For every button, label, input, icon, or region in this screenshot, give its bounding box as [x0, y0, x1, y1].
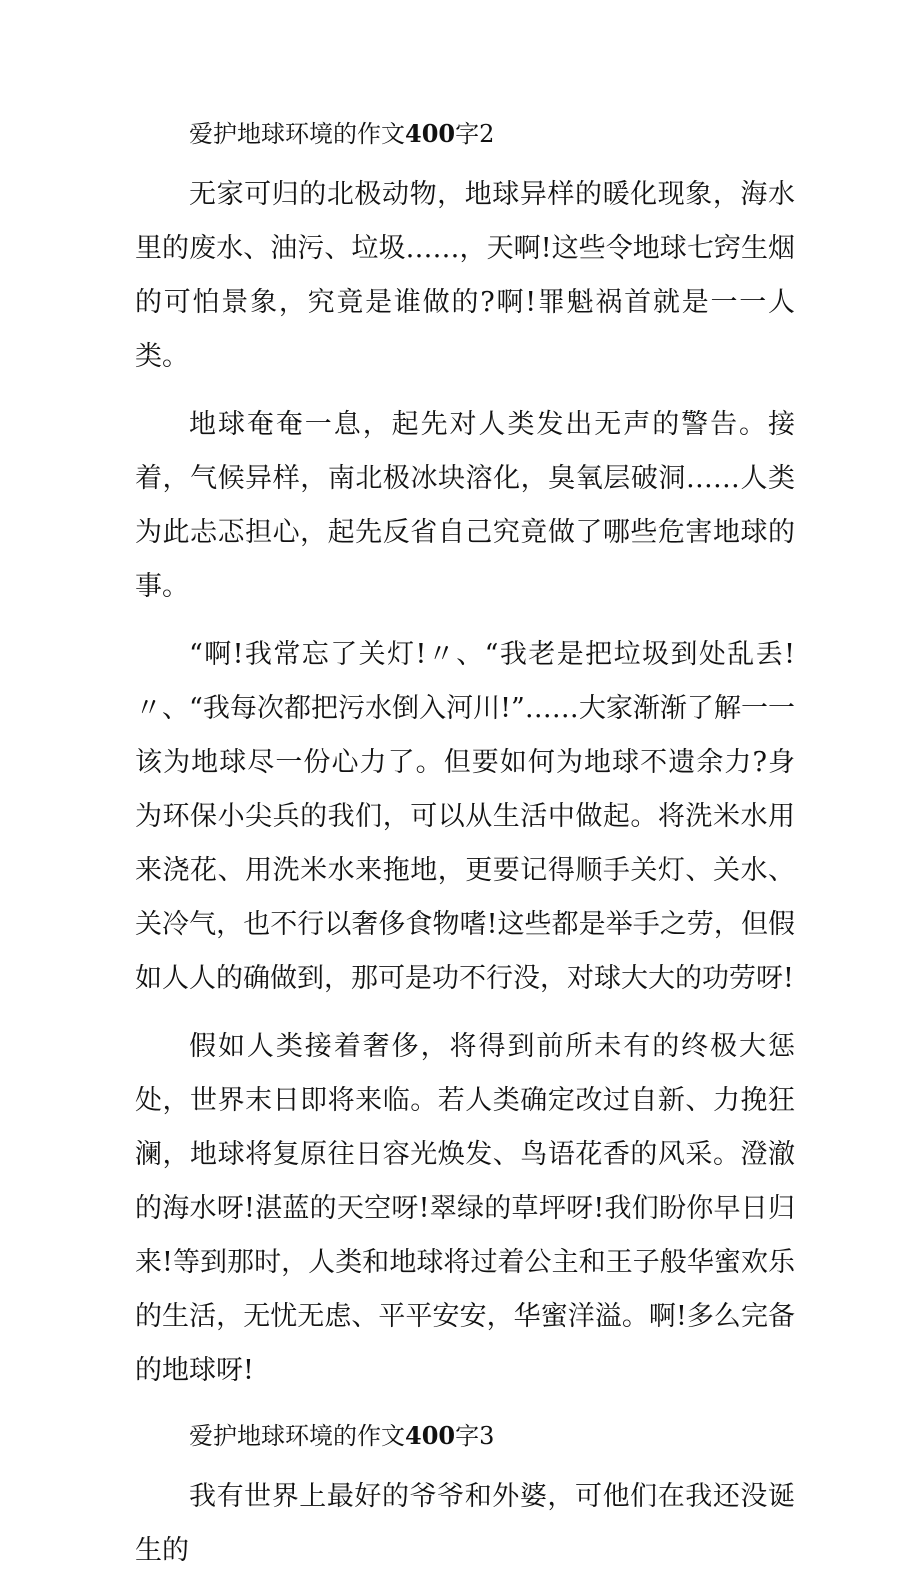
paragraph-3: “啊!我常忘了关灯!〃、“我老是把垃圾到处乱丢!〃、“我每次都把污水倒入河川!”……大家渐渐了解一一该为地球尽一份心力了。但要如何为地球不遗余力?身为环保小尖兵的我们，可以从生活中做起。将洗米水用来浇花、用洗米水来拖地，更要记得顺手关灯、关水、关冷气，也不行以奢侈食物嗜!这些都是举手之劳，但假如人人的确做到，那可是功不行没，对球大大的功劳呀!	[135, 639, 795, 994]
paragraph-5: 我有世界上最好的爷爷和外婆，可他们在我还没诞生的	[135, 1481, 795, 1566]
heading-suffix: 字3	[455, 1422, 495, 1450]
paragraph-4: 假如人类接着奢侈，将得到前所未有的终极大惩处，世界末日即将来临。若人类确定改过自新、力挽狂澜，地球将复原往日容光焕发、鸟语花香的风采。澄澈的海水呀!湛蓝的天空呀!翠绿的草坪呀!我们盼你早日归来!等到那时，人类和地球将过着公主和王子般华蜜欢乐的生活，无忧无虑、平平安安，华蜜洋溢。啊!多么完备的地球呀!	[135, 1031, 795, 1386]
paragraph-2: 地球奄奄一息，起先对人类发出无声的警告。接着，气候异样，南北极冰块溶化，臭氧层破洞……人类为此忐忑担心，起先反省自己究竟做了哪些危害地球的事。	[135, 409, 795, 602]
heading-suffix: 字2	[455, 120, 495, 148]
heading-number: 400	[405, 1421, 456, 1450]
section-heading-2	[135, 110, 795, 158]
heading-text: 爱护地球环境的作文	[189, 1422, 405, 1450]
document-page	[135, 110, 795, 1592]
section-heading-3	[135, 1412, 795, 1460]
heading-text: 爱护地球环境的作文	[189, 120, 405, 148]
heading-number: 400	[405, 119, 456, 148]
paragraph-1: 无家可归的北极动物，地球异样的暖化现象，海水里的废水、油污、垃圾……，天啊!这些令地球七窍生烟的可怕景象，究竟是谁做的?啊!罪魁祸首就是一一人类。	[135, 179, 795, 372]
